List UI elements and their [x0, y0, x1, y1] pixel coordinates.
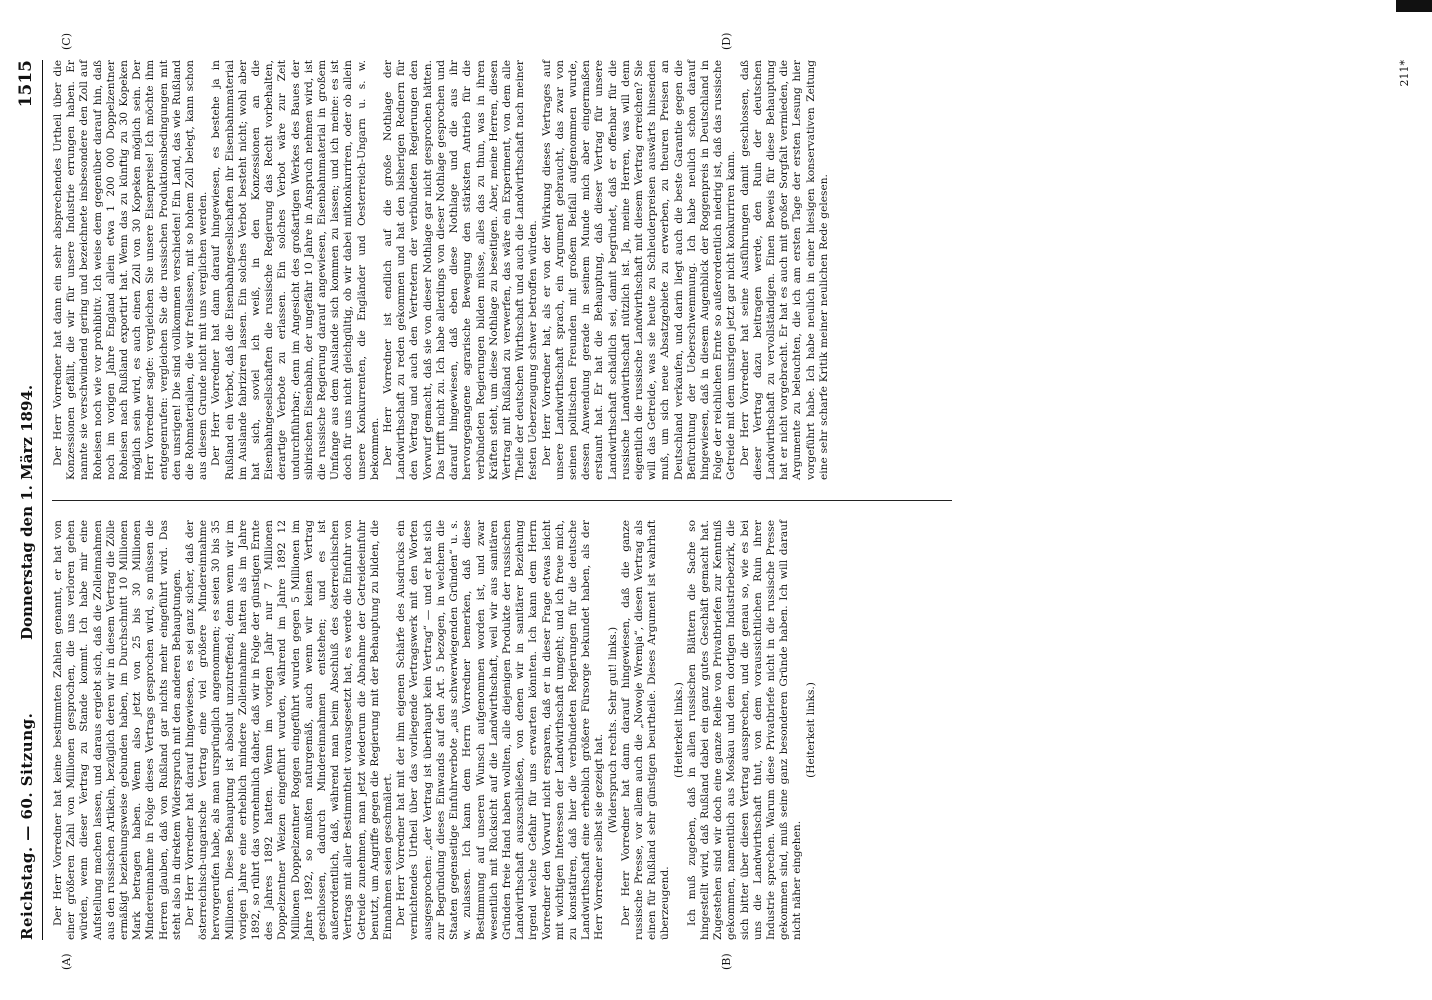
- margin-mark-a: (A): [60, 953, 73, 970]
- page-number: 1515: [16, 60, 36, 108]
- header-rule: [42, 60, 43, 940]
- paragraph: Der Herr Vorredner hat, als er von der Wirkung dieses Vertrages auf unsere Landwirthschaft sprach, ein Argument gebraucht, das zwar von seinen politischen Freunden mit großem Beifall aufgenommen wurde, dessen Anwendung gerade in seinem Munde mich aber eingermaßen erstaunt hat. Er hat die Behauptung, daß dieser Vertrag für unsere Landwirthschaft schädlich sei, damit begründet, daß er offenbar für die russische Landwirthschaft nützlich ist. Ja, meine Herren, was will denn eigentlich die russische Landwirthschaft mit diesem Vertrag erreichen? Sie will das Getreide, was sie heute zu Schleuderpreisen auswärts hinsenden muß, um sich neue Absatzgebiete zu erwerben, zu theuren Preisen an Deutschland verkaufen, und darin liegt auch die beste Garantie gegen die Befürchtung der Ueberschwemmung. Ich habe neulich schon darauf hingewiesen, daß in diesem Augenblick der Roggenpreis in Deutschland in Folge der reichlichen Ernte so außerordentlich niedrig ist, daß das russische Getreide mit dem unsrigen jetzt gar nicht konkurriren kann.: [540, 60, 738, 480]
- column-divider: [52, 500, 952, 501]
- interjection: (Heiterkeit links.): [672, 682, 685, 778]
- paragraph: Der Herr Vorredner hat keine bestimmten Zahlen genannt, er hat von einer größeren Zahl von Millionen gesprochen, die uns verloren gehen würden, wenn dieser Vertrag zu Stande kommt. Ich habe mir eine Aufstellung machen lassen, und daraus ergiebt sich, daß die Zolleinnahmen aus den russischen Artikeln, bezüglich deren wir in diesem Vertrag die Zölle ermäßigt beziehungsweise gebunden haben, im Durchschnitt 10 Millionen Mark betragen haben. Wenn also jetzt von 25 bis 30 Millionen Mindereinnahme in Folge dieses Vertrags gesprochen wird, so müssen die Herren glauben, daß von Rußland gar nichts mehr eingeführt wird. Das steht also in direktem Widerspruch mit den anderen Behauptungen.: [52, 520, 183, 940]
- paragraph: Der Herr Vorredner hat mit der ihm eigenen Schärfe des Ausdrucks ein vernichtendes Urtheil über das vorliegende Vertragswerk mit den Worten ausgesprochen: „der Vertrag ist überhaupt kein Vertrag“ — und er hat sich zur Begründung dieses Einwands auf den Art. 5 bezogen, in welchem die Staaten gegenseitige Einfuhrverbote „aus schwerwiegenden Gründen“ u. s. w. zulassen. Ich kann dem Herrn Vorredner bemerken, daß diese Bestimmung auf unseren Wunsch aufgenommen worden ist, und zwar wesentlich mit Rücksicht auf die Landwirthschaft, weil wir aus sanitären Gründen freie Hand haben wollten, alle diejenigen Produkte der russischen Landwirthschaft auszuschließen, von denen wir in sanitärer Beziehung irgend welche Gefahr für uns erwarten könnten. Ich kann dem Herrn Vorredner den Vorwurf nicht ersparen, daß er in dieser Frage etwas leicht mit wichtigen Interessen der Landwirthschaft umgeht; und ich freue mich, zu konstatiren, daß hier die verbündeten Regierungen für die deutsche Landwirthschaft eine erheblich größere Fürsorge bekundet haben, als der Herr Vorredner selbst sie gezeigt hat.: [395, 520, 606, 940]
- header-date: Donnerstag den 1. März 1894.: [18, 384, 36, 640]
- header-title: Reichstag. — 60. Sitzung.: [18, 712, 36, 940]
- paragraph: Ich muß zugeben, daß in allen russischen Blättern die Sache so hingestellt wird, daß Rußland dabei ein ganz gutes Geschäft gemacht hat. Zugestehen sind wir doch eine ganze Reihe von Privatbriefen zur Kenntniß gekommen, namentlich aus Moskau und dem dortigen Industriebezirk, die sich bitter über diesen Vertrag aussprechen, und die genau so, wie es bei uns die Landwirthschaft thut, von dem voraussichtlichen Ruin ihrer Industrie sprechen. Warum diese Privatbriefe nicht in die russische Presse gekommen sind, muß seine ganz besonderen Gründe haben. Ich will darauf nicht näher eingehen.: [685, 520, 804, 940]
- page-header: [12, 60, 42, 940]
- paragraph: Der Herr Vorredner hat darauf hingewiesen, es sei ganz sicher, daß der österreichisch-ungarische Vertrag eine viel größere Mindereinnahme hervorgerufen habe, als man ursprünglich angenommen; es seien 30 bis 35 Millionen. Diese Behauptung ist absolut unzutreffend; denn wenn wir im vorigen Jahre eine erheblich mindere Zolleinnahme hatten als im Jahre 1892, so rührt das vornehmlich daher, daß wir in Folge der günstigen Ernte des Jahres 1892 hatten. Wenn im vorigen Jahr nur 7 Millionen Doppelzentner Weizen eingeführt wurden, während im Jahre 1892 12 Millionen Doppelzentner Roggen eingeführt wurden gegen 5 Millionen im Jahre 1892, so mußten naturgemäß, auch wenn wir keinen Vertrag geschlossen, dadurch Mindereinnahmen entstehen; und es ist außerordentlich, daß, während man beim Abschluß des österreichischen Vertrags mit aller Bestimmtheit vorausgesetzt hat, es werde die Einfuhr von Getreide zunehmen, man jetzt wiederum die Abnahme der Getreideeinfuhr benutzt, um Angriffe gegen die Regierung mit der Behauptung zu bilden, die Einnahmen seien geschmälert.: [184, 520, 395, 940]
- interjection: (Heiterkeit links.): [804, 682, 817, 778]
- signature-mark: 211*: [1398, 60, 1411, 87]
- interjection: (Widerspruch rechts. Sehr gut! links.): [606, 626, 619, 834]
- paragraph: Der Herr Vorredner hat seine Ausführungen damit geschlossen, daß dieser Vertrag dazu beitragen werde, den Ruin der deutschen Landwirthschaft zu vervollständigen. Einen Beweis für diese Behauptung hat er nicht vorgebracht. Er hat es auch mit großer Sorgfalt vermieden, die Argumente zu beleuchten, die ich am ersten Tage der ersten Lesung hier vorgeführt habe. Ich habe neulich in einer hiesigen konservativen Zeitung eine sehr scharfe Kritik meiner neulichen Rede gelesen.: [738, 60, 830, 480]
- left-column: [52, 520, 818, 940]
- paragraph: Der Herr Vorredner hat dann ein sehr absprechendes Urtheil über die Konzessionen gefällt, die wir für unsere Industrie errungen haben. Er nannte sie verschwindend gering und bezeichnete insbesondere den Zoll auf Roheisen noch wie vor prohibitiv. Ich weise dem gegenüber darauf hin, daß noch im vorigen Jahre England allein etwa 1 200 000 Doppelzentner Roheisen nach Rußland exportirt hat. Wenn das zu künftig zu 30 Kopeken möglich sein wird, es auch einen Zoll von 30 Kopeken möglich sein. Der Herr Vorredner sagte: vergleichen Sie unsere Eisenpreise! Ich möchte ihm entgegenrufen: vergleichen Sie die russischen Produktionsbedingungen mit den unsrigen! Die sind vollkommen verschieden! Ein Land, das wie Rußland die Rohmaterialien, die wir freilassen, mit so hohem Zoll belegt, kann schon aus diesem Grunde nicht mit uns verglichen werden.: [52, 60, 210, 480]
- paragraph: Der Herr Vorredner ist endlich auf die große Nothlage der Landwirthschaft zu reden gekommen und hat den bisherigen Rednern für den Vertrag und auch den Vertretern der verbündeten Regierungen den Vorwurf gemacht, daß sie von dieser Nothlage gar nicht gesprochen hätten. Das trifft nicht zu. Ich habe allerdings von dieser Nothlage gesprochen und darauf hingewiesen, daß eben diese Nothlage und die aus ihr hervorgegangene agrarische Bewegung den stärksten Antrieb für die verbündeten Regierungen bilden müsse, alles das zu thun, was in ihren Kräften steht, um diese Nothlage zu beseitigen. Aber, meine Herren, diesen Vertrag mit Rußland zu verwerfen, das wäre ein Experiment, von dem alle Theile der deutschen Wirthschaft und auch die Landwirthschaft nach meiner festen Ueberzeugung schwer betroffen würden.: [382, 60, 540, 480]
- digitization-credit: [1408, 0, 1430, 1000]
- margin-mark-b: (B): [720, 953, 733, 970]
- paragraph: Der Herr Vorredner hat dann darauf hingewiesen, daß die ganze russische Presse, vor allem auch die „Nowoje Wremja“, diesen Vertrag als einen für Rußland sehr günstigen beurtheile. Dieses Argument ist wahrhaft überzeugend.: [619, 520, 672, 940]
- margin-mark-c: (C): [60, 33, 73, 50]
- margin-mark-d: (D): [720, 32, 733, 50]
- right-column: [52, 60, 831, 480]
- paragraph: Der Herr Vorredner hat dann darauf hingewiesen, es bestehe ja in Rußland ein Verbot, daß die Eisenbahngesellschaften ihr Eisenbahnmaterial im Auslande fabriziren lassen. Ein solches Verbot besteht nicht; wohl aber hat sich, soviel ich weiß, in den Konzessionen an die Eisenbahngesellschaften die russische Regierung das Recht vorbehalten, derartige Verbote zu erlassen. Ein solches Verbot wäre zur Zeit undurchführbar; denn im Angesicht des großartigen Werkes des Baues der sibirischen Eisenbahn, der ungefähr 10 Jahre in Anspruch nehmen wird, ist die russische Regierung darauf angewiesen, Eisenbahnmaterial in großem Umfange aus dem Auslande sich kommen zu lassen; und ich meine: es ist doch für uns nicht gleichgültig, ob wir dabei mitkonkurriren, oder ob allein unsere Konkurrenten, die Engländer und Oesterreich-Ungarn u. s. w. bekommen.: [210, 60, 381, 480]
